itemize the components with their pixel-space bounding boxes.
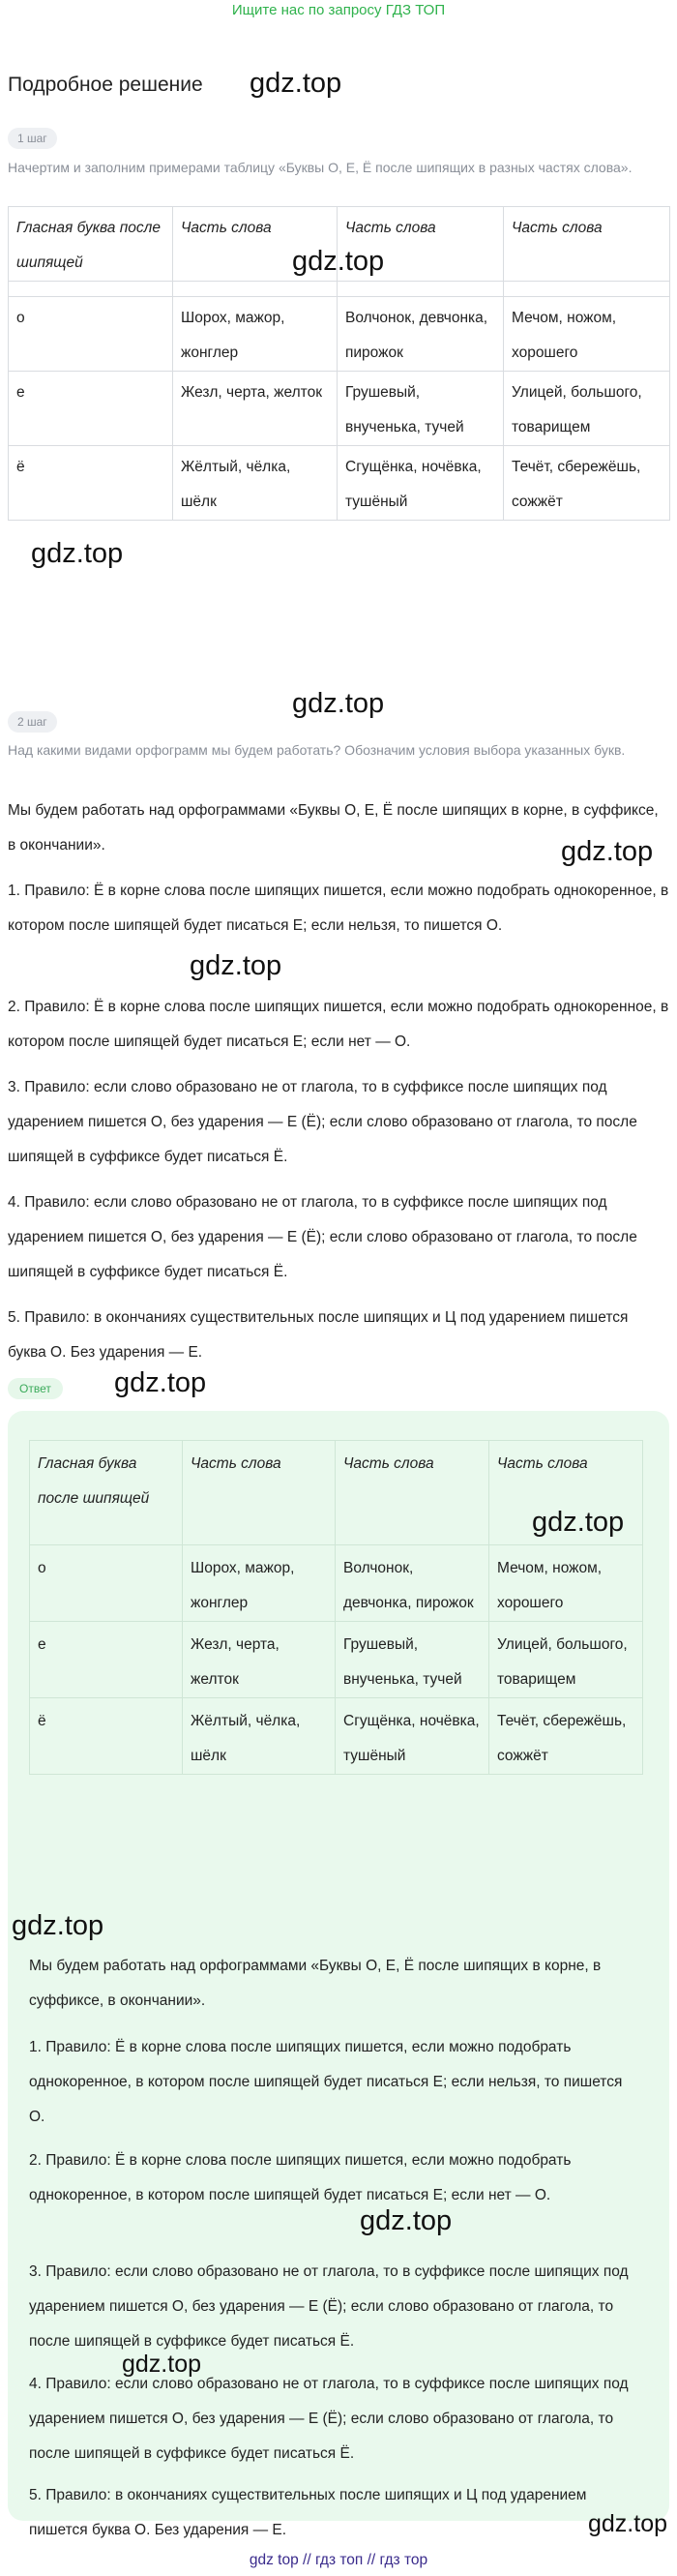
- table-cell: о: [9, 297, 173, 372]
- table-header-cell: Часть слова: [183, 1441, 336, 1545]
- table-header-cell: Гласная буква после шипящей: [9, 207, 173, 282]
- table-spacer-row: [9, 282, 670, 297]
- watermark: gdz.top: [532, 1507, 625, 1538]
- footer-links[interactable]: gdz top // гдз топ // гдз тор: [249, 2552, 428, 2568]
- table-cell: Жёлтый, чёлка, шёлк: [173, 446, 338, 521]
- step-2-badge: 2 шаг: [8, 711, 57, 733]
- rule-paragraph: 1. Правило: Ё в корне слова после шипящих пишется, если можно подобрать однокоренное, в котором после шипящей будет писаться Е; если нельзя, то пишется О.: [8, 883, 669, 934]
- table-cell: Течёт, сбережёшь, сожжёт: [504, 446, 670, 521]
- table-row: [9, 372, 670, 446]
- answer-rule-paragraph: 5. Правило: в окончаниях существительных после шипящих и Ц под ударением пишется буква О. Без ударения — Е.: [29, 2487, 587, 2538]
- rule-paragraph: 2. Правило: Ё в корне слова после шипящих пишется, если можно подобрать однокоренное, в котором после шипящей будет писаться Е; если нет — О.: [8, 999, 669, 1050]
- table-row: [9, 297, 670, 372]
- table-cell: Улицей, большого, товарищем: [489, 1622, 643, 1698]
- table-cell: Шорох, мажор, жонглер: [183, 1545, 336, 1622]
- watermark: gdz.top: [588, 2510, 668, 2537]
- table-cell: Улицей, большого, товарищем: [504, 372, 670, 446]
- watermark: gdz.top: [292, 246, 385, 277]
- step-1-description: Начертим и заполним примерами таблицу «Буквы О, Е, Ё после шипящих в разных частях слова».: [8, 160, 633, 175]
- watermark: gdz.top: [360, 2205, 453, 2236]
- answer-rule-paragraph: 3. Правило: если слово образовано не от глагола, то в суффиксе после шипящих под ударением пишется О, без ударения — Е (Ё); если слово образовано от глагола, то после шипящей в суффиксе будет писаться Ё.: [29, 2263, 629, 2350]
- table-header-cell: Часть слова: [173, 207, 338, 282]
- table-row: [30, 1622, 643, 1698]
- watermark: gdz.top: [12, 1910, 104, 1941]
- table-header-cell: Часть слова: [336, 1441, 489, 1545]
- table-row: [30, 1698, 643, 1775]
- table-cell: ё: [30, 1698, 183, 1775]
- watermark: gdz.top: [190, 950, 282, 981]
- intro-paragraph: Мы будем работать над орфограммами «Буквы О, Е, Ё после шипящих в корне, в суффиксе, в окончании».: [8, 802, 659, 854]
- table-cell: Жезл, черта, желток: [173, 372, 338, 446]
- table-cell: Волчонок, девчонка, пирожок: [336, 1545, 489, 1622]
- table-header-cell: Часть слова: [489, 1441, 643, 1545]
- answer-badge: Ответ: [8, 1378, 63, 1399]
- watermark: gdz.top: [561, 836, 654, 867]
- table-cell: о: [30, 1545, 183, 1622]
- step-1-badge: 1 шаг: [8, 128, 57, 149]
- answer-intro-paragraph: Мы будем работать над орфограммами «Буквы О, Е, Ё после шипящих в корне, в суффиксе, в окончании».: [29, 1958, 602, 2009]
- table-cell: Мечом, ножом, хорошего: [489, 1545, 643, 1622]
- watermark: gdz.top: [31, 538, 124, 569]
- table-header-cell: Часть слова: [338, 207, 504, 282]
- table-cell: Мечом, ножом, хорошего: [504, 297, 670, 372]
- table-cell: Грушевый, внученька, тучей: [336, 1622, 489, 1698]
- answer-rule-paragraph: 2. Правило: Ё в корне слова после шипящих пишется, если можно подобрать однокоренное, в котором после шипящей будет писаться Е; если нет — О.: [29, 2152, 572, 2203]
- table-cell: Течёт, сбережёшь, сожжёт: [489, 1698, 643, 1775]
- table-cell: ё: [9, 446, 173, 521]
- table-cell: Грушевый, внученька, тучей: [338, 372, 504, 446]
- watermark: gdz.top: [250, 68, 342, 99]
- table-cell: Волчонок, девчонка, пирожок: [338, 297, 504, 372]
- table-cell: Жезл, черта, желток: [183, 1622, 336, 1698]
- table-cell: е: [9, 372, 173, 446]
- watermark: gdz.top: [114, 1367, 207, 1398]
- table-cell: е: [30, 1622, 183, 1698]
- answer-table: [29, 1440, 643, 1775]
- rule-paragraph: 4. Правило: если слово образовано не от глагола, то в суффиксе после шипящих под ударением пишется О, без ударения — Е (Ё); если слово образовано от глагола, то после шипящей в суффиксе будет писаться Ё.: [8, 1194, 637, 1280]
- table-header-cell: Гласная буква после шипящей: [30, 1441, 183, 1545]
- table-header-cell: Часть слова: [504, 207, 670, 282]
- table-cell: Жёлтый, чёлка, шёлк: [183, 1698, 336, 1775]
- table-cell: Сгущёнка, ночёвка, тушёный: [336, 1698, 489, 1775]
- step-2-description: Над какими видами орфограмм мы будем работать? Обозначим условия выбора указанных букв.: [8, 742, 626, 758]
- rule-paragraph: 5. Правило: в окончаниях существительных после шипящих и Ц под ударением пишется буква О. Без ударения — Е.: [8, 1309, 629, 1361]
- rule-paragraph: 3. Правило: если слово образовано не от глагола, то в суффиксе после шипящих под ударением пишется О, без ударения — Е (Ё); если слово образовано от глагола, то после шипящей в суффиксе будет писаться Ё.: [8, 1079, 637, 1165]
- table-row: [9, 446, 670, 521]
- table-cell: Сгущёнка, ночёвка, тушёный: [338, 446, 504, 521]
- page-title: Подробное решение: [8, 74, 203, 96]
- answer-rule-paragraph: 1. Правило: Ё в корне слова после шипящих пишется, если можно подобрать однокоренное, в котором после шипящей будет писаться Е; если нельзя, то пишется О.: [29, 2039, 623, 2125]
- answer-rule-paragraph: 4. Правило: если слово образовано не от глагола, то в суффиксе после шипящих под ударением пишется О, без ударения — Е (Ё); если слово образовано от глагола, то после шипящей в суффиксе будет писаться Ё.: [29, 2376, 629, 2462]
- table-cell: Шорох, мажор, жонглер: [173, 297, 338, 372]
- watermark: gdz.top: [122, 2351, 202, 2378]
- watermark: gdz.top: [292, 688, 385, 719]
- search-hint-banner: Ищите нас по запросу ГДЗ ТОП: [231, 2, 446, 18]
- table-row: [30, 1545, 643, 1622]
